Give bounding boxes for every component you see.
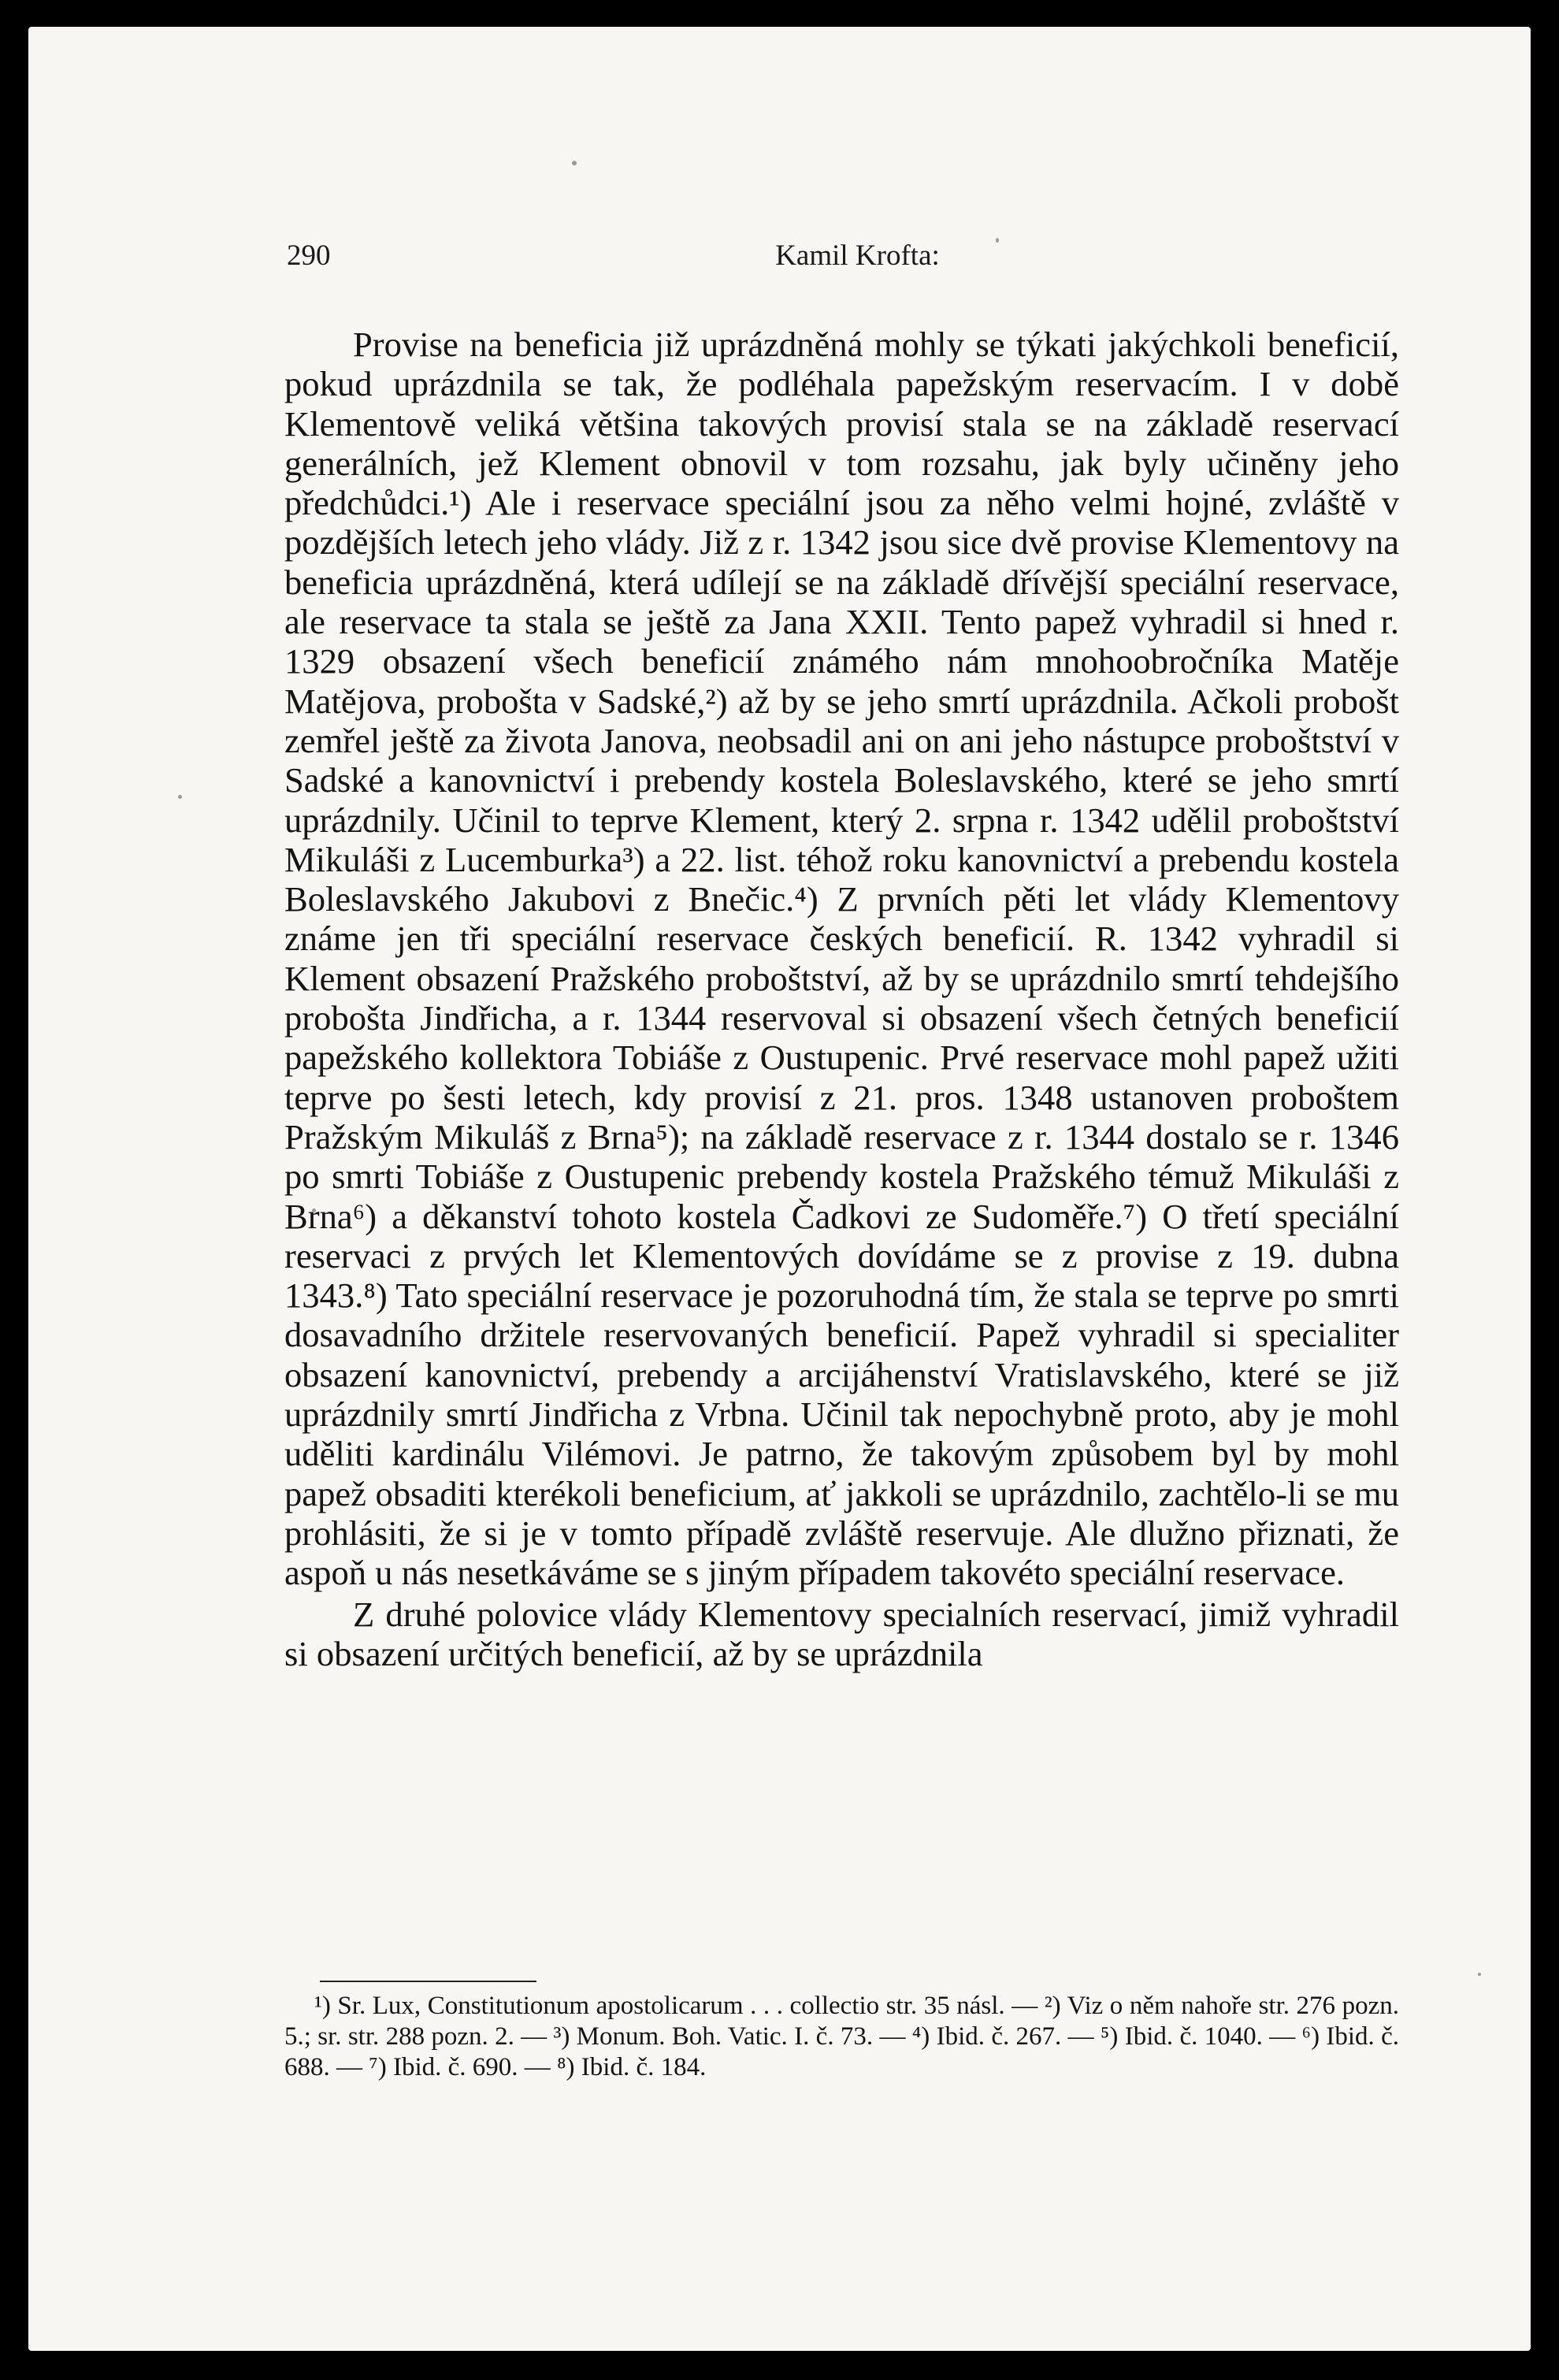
footnote-text: ¹) Sr. Lux, Constitutionum apostolicarum . . . collectio str. 35 násl. — ²) Viz o něm nahoře str. 276 pozn. 5.; sr. str. 288 pozn. 2. — ³) Monum. Boh. Vatic. I. č. 73. — ⁴) Ibid. č. 267. — ⁵) Ibid. č. 1040. — ⁶) Ibid. č. 688. — ⁷) Ibid. č. 690. — ⁸) Ibid. č. 184.	[284, 1992, 1399, 2081]
body-text	[284, 325, 1399, 1673]
scan-speck	[1478, 1973, 1481, 1976]
running-title: Kamil Krofta:	[775, 239, 940, 272]
footnote-divider	[320, 1981, 536, 1982]
footnotes	[284, 1991, 1399, 2083]
paragraph-2: Z druhé polovice vlády Klementovy specialních reservací, jimiž vyhradil si obsazení určitých beneficií, až by se uprázdnila	[284, 1594, 1399, 1673]
scan-speck	[178, 795, 182, 799]
page-header	[284, 229, 1399, 277]
paragraph-1: Provise na beneficia již uprázdněná mohly se týkati jakýchkoli beneficií, pokud uprázdnila se tak, že podléhala papežským reservacím. I v době Klementově veliká většina takových provisí stala se na základě reservací generálních, jež Klement obnovil v tom rozsahu, jak byly učiněny jeho předchůdci.¹) Ale i reservace speciální jsou za něho velmi hojné, zvláště v pozdějších letech jeho vlády. Již z r. 1342 jsou sice dvě provise Klementovy na beneficia uprázdněná, která udílejí se na základě dřívější speciální reservace, ale reservace ta stala se ještě za Jana XXII. Tento papež vyhradil si hned r. 1329 obsazení všech beneficií známého nám mnohoobročníka Matěje Matějova, probošta v Sadské,²) až by se jeho smrtí uprázdnila. Ačkoli probošt zemřel ještě za života Janova, neobsadil ani on ani jeho nástupce proboštství v Sadské a kanovnictví i prebendy kostela Boleslavského, které se jeho smrtí uprázdnily. Učinil to teprve Klement, který 2. srpna r. 1342 udělil proboštství Mikuláši z Lucemburka³) a 22. list. téhož roku kanovnictví a prebendu kostela Boleslavského Jakubovi z Bnečic.⁴) Z prvních pěti let vlády Klementovy známe jen tři speciální reservace českých beneficií. R. 1342 vyhradil si Klement obsazení Pražského proboštství, až by se uprázdnilo smrtí tehdejšího probošta Jindřicha, a r. 1344 reservoval si obsazení všech četných beneficií papežského kollektora Tobiáše z Oustupenic. Prvé reservace mohl papež užiti teprve po šesti letech, kdy provisí z 21. pros. 1348 ustanoven proboštem Pražským Mikuláš z Brna⁵); na základě reservace z r. 1344 dostalo se r. 1346 po smrti Tobiáše z Oustupenic prebendy kostela Pražského témuž Mikuláši z Brna⁶) a děkanství tohoto kostela Čadkovi ze Sudoměře.⁷) O třetí speciální reservaci z prvých let Klementových dovídáme se z provise z 19. dubna 1343.⁸) Tato speciální reservace je pozoruhodná tím, že stala se teprve po smrti dosavadního držitele reservovaných beneficií. Papež vyhradil si specialiter obsazení kanovnictví, prebendy a arcijáhenství Vratislavského, které se již uprázdnily smrtí Jindřicha z Vrbna. Učinil tak nepochybně proto, aby je mohl uděliti kardinálu Vilémovi. Je patrno, že takovým způsobem byl by mohl papež obsaditi kterékoli beneficium, ať jakkoli se uprázdnilo, zachtělo-li se mu prohlásiti, že si je v tomto případě zvláště reservuje. Ale dlužno přiznati, že aspoň u nás nesetkáváme se s jiným případem takovéto speciální reservace.	[284, 325, 1399, 1593]
document-page	[28, 27, 1531, 2351]
page-number: 290	[287, 239, 331, 272]
scan-speck	[572, 161, 577, 165]
